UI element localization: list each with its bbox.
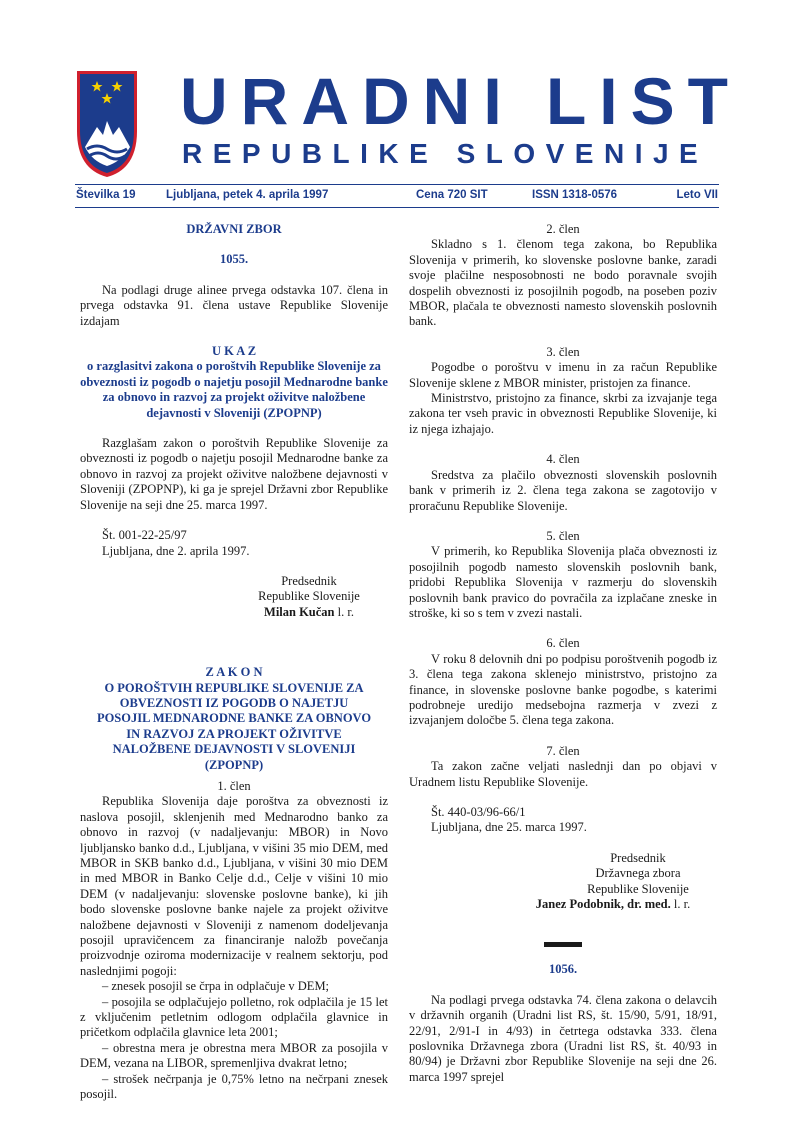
law-signature-name: Janez Podobnik, dr. med.: [535, 897, 671, 912]
article-6-text: V roku 8 delovnih dni po podpisu poroštvenih pogodb iz 3. člena tega zakona sklenejo ministrstvo, pristojno za finance, in slovenske poslovne banke pogodbe, s katerimi podrobneje uredijo medsebojna razmerja v zvezi z izvajanjem določbe 5. člena tega zakona.: [409, 651, 717, 728]
ukaz-title: U K A Z: [211, 344, 257, 359]
masthead-subtitle: REPUBLIKE SLOVENIJE: [182, 138, 709, 169]
masthead-title: URADNI LIST: [180, 64, 741, 138]
zakon-subtitle: O POROŠTVIH REPUBLIKE SLOVENIJE ZA OBVEZNOSTI IZ POGODB O NAJETJU POSOJIL MEDNARODNE BANKE ZA OBNOVO IN RAZVOJ ZA PROJEKT OŽIVITVE NALOŽBENE DEJAVNOSTI V SLOVENIJI (ZPOPNP): [96, 680, 372, 772]
ukaz-reference-date: Ljubljana, dne 2. aprila 1997.: [102, 543, 250, 558]
article-7-text: Ta zakon začne veljati naslednji dan po objavi v Uradnem listu Republike Slovenije.: [409, 759, 717, 789]
law-signature-organization-2: Republike Slovenije: [587, 881, 689, 896]
article-3-text-2: Ministrstvo, pristojno za finance, skrbi za izvajanje tega zakona ter vseh pravic in obveznosti Republike Slovenije, ki iz njega izhajajo.: [409, 391, 717, 436]
article-1-item: – znesek posojil se črpa in odplačuje v DEM;: [102, 979, 330, 994]
article-5-text: V primerih, ko Republika Slovenija plača obveznosti iz posojilnih pogodb namesto slovenskih poslovnih bank, pridobi Republika Slovenija v razmerju do slovenskih poslovnih bank pravico do povračila za izplačane zneske in stroške, ki so s tem v zvezi nastali.: [409, 544, 717, 620]
article-2-heading: 2. člen: [546, 222, 580, 236]
issue-number: Številka 19: [76, 189, 136, 201]
article-1-item: – strošek nečrpanja je 0,75% letno na nečrpani znesek posojil.: [80, 1071, 388, 1102]
law-reference-date: Ljubljana, dne 25. marca 1997.: [431, 820, 587, 835]
article-2-text: Skladno s 1. členom tega zakona, bo Republika Slovenija v primerih, ko slovenske poslovne banke, zaradi svoje plačilne nesposobnosti ne bodo poravnale svojih dospelih obveznosti iz posojilnih pogodb, na poseben poziv MBOR, plačala te obveznosti namesto slovenskih poslovnih bank.: [409, 237, 717, 329]
article-1-item: – obrestna mera je obrestna mera MBOR za posojila v DEM, vezana na LIBOR, spremenljiva dvakrat letno;: [80, 1040, 388, 1071]
masthead: [72, 64, 741, 186]
ukaz-reference-number: Št. 001-22-25/97: [102, 528, 187, 543]
article-4-text: Sredstva za plačilo obveznosti slovenskih poslovnih bank v primerih iz 2. člena tega zakona se zagotovijo v proračunu Republike Slovenije.: [409, 467, 717, 513]
act-intro: Na podlagi druge alinee prvega odstavka 107. člena in prvega odstavka 91. člena ustave Republike Slovenije izdajam: [80, 282, 388, 328]
ukaz-text: Razglašam zakon o poroštvih Republike Slovenije za obveznosti iz pogodb o najetju posojil Mednarodne banke za obnovo in razvoj za projekt oživitve naložbene dejavnosti v Sloveniji (ZPOPNP), ki ga je sprejel Državni zbor Republike Slovenije na seji dne 25. marca 1997.: [80, 436, 388, 512]
act-number: 1055.: [219, 252, 249, 267]
law-signature: [509, 897, 717, 912]
signature-name: Milan Kučan: [264, 604, 335, 619]
signature-role: Predsednik: [281, 573, 337, 588]
signature: [230, 605, 388, 620]
left-column: [80, 222, 388, 1103]
article-3-heading: 3. člen: [546, 344, 580, 359]
issue-info-bar: [75, 184, 719, 208]
act-1056-text: Na podlagi prvega odstavka 74. člena zakona o delavcih v državnih organih (Uradni list RS, št. 15/90, 5/91, 18/91, 22/91, 2/91-I in 4/93) in četrtega odstavka 333. člena poslovnika Državnega zbora (Uradni list RS, št. 40/93 in 80/94) je Državni zbor Republike Slovenije na seji dne 26. marca 1997 sprejel: [409, 992, 717, 1084]
issue-price: Cena 720 SIT: [416, 189, 488, 201]
issue-date: Ljubljana, petek 4. aprila 1997: [166, 189, 329, 201]
article-3-text: Pogodbe o poroštvu v imenu in za račun Republike Slovenije sklene z MBOR minister, pristojen za finance.: [409, 360, 717, 390]
law-signature-suffix: l. r.: [670, 897, 691, 912]
right-column: [409, 222, 717, 1085]
article-1-heading: 1. člen: [217, 778, 251, 793]
coat-of-arms-icon: [75, 69, 139, 179]
zakon-title: Z A K O N: [205, 665, 263, 680]
signature-suffix: l. r.: [334, 604, 354, 619]
article-7-heading: 7. člen: [546, 743, 580, 758]
ukaz-subtitle: o razglasitvi zakona o poroštvih Republike Slovenije za obveznosti iz pogodb o najetju posojil Mednarodne banke za obnovo in razvoj za projekt oživitve naložbene dejavnosti v Sloveniji (ZPOPNP): [80, 359, 388, 420]
law-signature-role: Predsednik: [610, 850, 666, 865]
signature-organization: Republike Slovenije: [258, 589, 360, 604]
law-reference-number: Št. 440-03/96-66/1: [431, 805, 526, 819]
article-5-heading: 5. člen: [546, 528, 580, 543]
law-signature-organization: Državnega zbora: [595, 866, 681, 881]
article-4-heading: 4. člen: [546, 452, 580, 467]
issue-year: Leto VII: [676, 189, 718, 201]
article-1-text: Republika Slovenija daje poroštva za obveznosti iz naslova posojil, sklenjenih med Mednarodno banko za obnovo in razvoj (v nadaljevanju: MBOR) in Novo ljubljansko banko d.d., Ljubljana, v višini 35 mio DEM, med MBOR in SKB banko d.d., Ljubljana, v višini 30 mio DEM in med MBOR in Banko Celje d.d., Celje v višini 10 mio DEM (v nadaljevanju: slovenske poslovne banke), ki jih bodo slovenske poslovne banke najele za projekt oživitve naložbene dejavnosti v Sloveniji z namenom dodeljevanja posojil upravičencem za financiranje naložb povečanja proizvodnje oziroma modernizacije v realnem sektorju, pod naslednjimi pogoji:: [80, 794, 388, 978]
article-6-heading: 6. člen: [546, 636, 580, 651]
issue-issn: ISSN 1318-0576: [532, 189, 618, 201]
article-1-item: – posojila se odplačujejo polletno, rok odplačila je 15 let z vključenim petletnim odlogom odplačila glavnice in pričetkom odplačila glavnice leta 2001;: [80, 994, 388, 1040]
section-heading: DRŽAVNI ZBOR: [186, 222, 282, 236]
act-number-2: 1056.: [548, 962, 578, 977]
